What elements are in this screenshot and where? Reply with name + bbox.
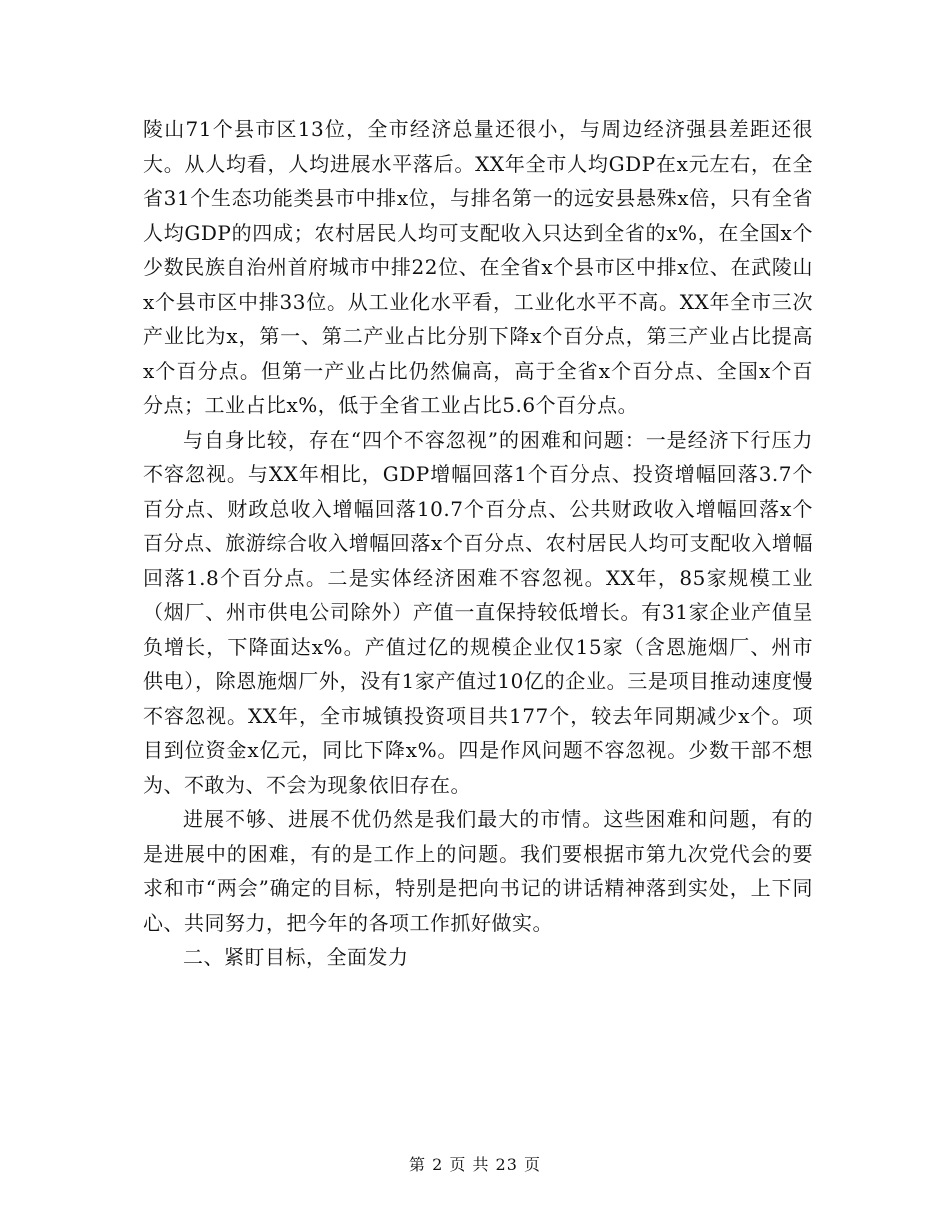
section-heading: 二、紧盯目标，全面发力: [183, 945, 409, 969]
document-body: [143, 112, 813, 975]
page-footer: 第 2 页 共 23 页: [409, 1155, 541, 1174]
paragraph-conclusion: 进展不够、进展不优仍然是我们最大的市情。这些困难和问题，有的是进展中的困难，有的是工作上的问题。我们要根据市第九次党代会的要求和市“两会”确定的目标，特别是把向书记的讲话精神落到实处，上下同心、共同努力，把今年的各项工作抓好做实。: [143, 807, 813, 935]
paragraph-self-comparison: 与自身比较，存在“四个不容忽视”的困难和问题：一是经济下行压力不容忽视。与XX年相比，GDP增幅回落1个百分点、投资增幅回落3.7个百分点、财政总收入增幅回落10.7个百分点、公共财政收入增幅回落x个百分点、旅游综合收入增幅回落x个百分点、农村居民人均可支配收入增幅回落1.8个百分点。二是实体经济困难不容忽视。XX年，85家规模工业（烟厂、州市供电公司除外）产值一直保持较低增长。有31家企业产值呈负增长，下降面达x%。产值过亿的规模企业仅15家（含恩施烟厂、州市供电），除恩施烟厂外，没有1家产值过10亿的企业。三是项目推动速度慢不容忽视。XX年，全市城镇投资项目共177个，较去年同期减少x个。项目到位资金x亿元，同比下降x%。四是作风问题不容忽视。少数干部不想为、不敢为、不会为现象依旧存在。: [143, 427, 813, 797]
paragraph-continued: 陵山71个县市区13位，全市经济总量还很小，与周边经济强县差距还很大。从人均看，人均进展水平落后。XX年全市人均GDP在x元左右，在全省31个生态功能类县市中排x位，与排名第一的远安县悬殊x倍，只有全省人均GDP的四成；农村居民人均可支配收入只达到全省的x%，在全国x个少数民族自治州首府城市中排22位、在全省x个县市区中排x位、在武陵山x个县市区中排33位。从工业化水平看，工业化水平不高。XX年全市三次产业比为x，第一、第二产业占比分别下降x个百分点，第三产业占比提高x个百分点。但第一产业占比仍然偏高，高于全省x个百分点、全国x个百分点；工业占比x%，低于全省工业占比5.6个百分点。: [143, 117, 813, 417]
